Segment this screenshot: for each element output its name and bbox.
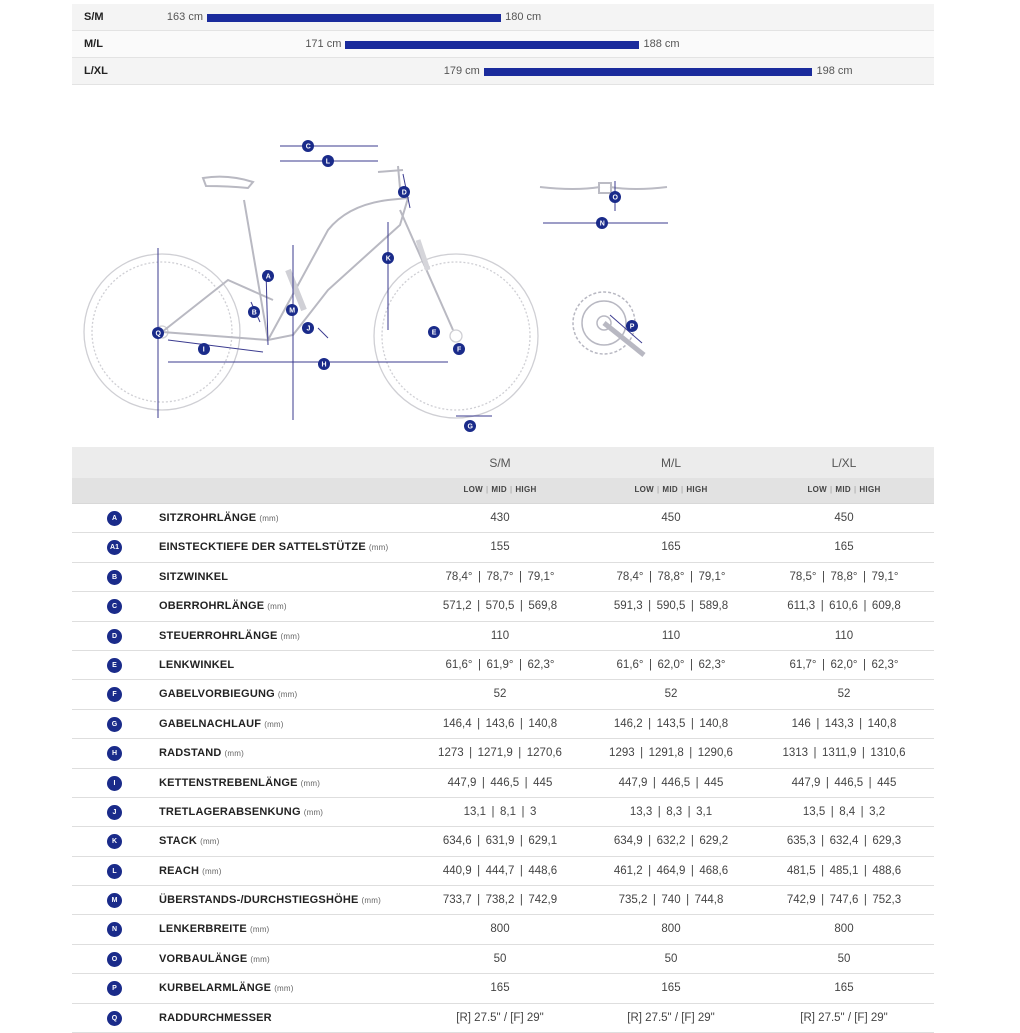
size-min-height: 163 cm — [166, 11, 203, 23]
separator: | — [486, 485, 489, 494]
value-cell: 800 — [661, 923, 681, 936]
value-cell: 52 — [837, 688, 851, 701]
value-cell: 61,7° | 62,0° | 62,3° — [789, 658, 899, 671]
front-wheel — [374, 254, 538, 418]
geometry-row-a1 — [72, 533, 934, 562]
size-label: S/M — [84, 11, 104, 23]
svg-text:F: F — [457, 346, 462, 354]
parameter-unit: (mm) — [361, 896, 382, 906]
diagram-label-m — [286, 304, 298, 316]
parameter-unit: (mm) — [200, 837, 220, 847]
row-code-badge: A — [107, 511, 122, 526]
svg-text:B: B — [251, 309, 257, 317]
row-code-badge: J — [107, 805, 122, 820]
setting-label: LOW — [634, 485, 654, 494]
parameter-label: KETTENSTREBENLÄNGE — [159, 776, 298, 789]
parameter-name — [159, 835, 220, 847]
value-cell: 165 — [661, 982, 681, 995]
diagram-label-n — [596, 217, 608, 229]
setting-label: MID — [662, 485, 678, 494]
row-code-badge: O — [107, 952, 122, 967]
value-cell: 742,9 | 747,6 | 752,3 — [786, 894, 902, 907]
parameter-unit: (mm) — [264, 719, 284, 729]
parameter-label: OBERROHRLÄNGE — [159, 600, 265, 613]
parameter-label: EINSTECKTIEFE DER SATTELSTÜTZE — [159, 541, 366, 554]
low-mid-high-label — [784, 485, 904, 494]
value-cell: 13,1 | 8,1 | 3 — [463, 805, 537, 818]
svg-text:G: G — [467, 423, 473, 431]
value-cell: 50 — [837, 952, 851, 965]
value-cell: 52 — [664, 688, 678, 701]
diagram-label-p — [626, 320, 638, 332]
parameter-label: TRETLAGERABSENKUNG — [159, 805, 301, 818]
value-cell: 78,4° | 78,7° | 79,1° — [445, 570, 555, 583]
value-cell: 165 — [834, 541, 854, 554]
setting-label: LOW — [807, 485, 827, 494]
row-code-badge: D — [107, 629, 122, 644]
geometry-row-o — [72, 945, 934, 974]
size-chart — [72, 4, 934, 85]
diagram-label-j — [302, 322, 314, 334]
size-row — [72, 58, 934, 85]
diagram-label-o — [609, 191, 621, 203]
geometry-row-k — [72, 827, 934, 856]
parameter-label: REACH — [159, 864, 200, 877]
value-cell: 591,3 | 590,5 | 589,8 — [613, 600, 729, 613]
value-cell: 1313 | 1311,9 | 1310,6 — [782, 747, 906, 760]
svg-text:O: O — [612, 194, 618, 202]
parameter-unit: (mm) — [300, 778, 321, 788]
diagram-label-q — [152, 327, 164, 339]
value-cell: 800 — [490, 923, 510, 936]
row-code-badge: E — [107, 658, 122, 673]
parameter-label: LENKWINKEL — [159, 658, 235, 671]
row-code-badge: N — [107, 922, 122, 937]
value-cell: [R] 27.5" / [F] 29" — [456, 1011, 544, 1024]
geometry-table-header — [72, 447, 934, 504]
value-cell: [R] 27.5" / [F] 29" — [800, 1011, 888, 1024]
row-code-badge: B — [107, 570, 122, 585]
value-cell: 447,9 | 446,5 | 445 — [791, 776, 897, 789]
size-header-s-m: S/M — [489, 456, 511, 470]
parameter-label: KURBELARMLÄNGE — [159, 982, 272, 995]
parameter-label: VORBAULÄNGE — [159, 952, 248, 965]
value-cell: 1273 | 1271,9 | 1270,6 — [438, 747, 562, 760]
row-code-badge: I — [107, 776, 122, 791]
value-cell: 447,9 | 446,5 | 445 — [447, 776, 553, 789]
geometry-row-i — [72, 769, 934, 798]
value-cell: 155 — [490, 541, 510, 554]
value-cell: [R] 27.5" / [F] 29" — [627, 1011, 715, 1024]
parameter-label: STACK — [159, 835, 198, 848]
svg-text:I: I — [202, 346, 205, 354]
size-label: L/XL — [84, 65, 108, 77]
diagram-label-k — [382, 252, 394, 264]
parameter-name — [159, 1012, 272, 1024]
low-mid-high-subheader — [72, 478, 934, 503]
diagram-label-h — [318, 358, 330, 370]
parameter-unit: (mm) — [202, 866, 222, 876]
value-cell: 13,3 | 8,3 | 3,1 — [629, 805, 713, 818]
value-cell: 146,4 | 143,6 | 140,8 — [442, 717, 558, 730]
value-cell: 165 — [490, 982, 510, 995]
svg-text:L: L — [325, 158, 330, 166]
size-row — [72, 31, 934, 58]
separator: | — [680, 485, 684, 494]
row-code-badge: M — [107, 893, 122, 908]
value-cell: 635,3 | 632,4 | 629,3 — [786, 835, 902, 848]
parameter-name — [159, 571, 228, 583]
svg-text:H: H — [321, 361, 327, 369]
value-cell: 78,4° | 78,8° | 79,1° — [616, 570, 726, 583]
separator: | — [657, 485, 660, 494]
size-max-height: 180 cm — [505, 11, 542, 23]
value-cell: 52 — [493, 688, 507, 701]
geometry-row-b — [72, 563, 934, 592]
parameter-label: LENKERBREITE — [159, 923, 247, 936]
geometry-row-e — [72, 651, 934, 680]
diagram-label-e — [428, 326, 440, 338]
parameter-unit: (mm) — [303, 807, 324, 817]
crank-diagram — [570, 285, 660, 365]
geometry-row-h — [72, 739, 934, 768]
low-mid-high-label — [440, 485, 560, 494]
svg-text:A: A — [265, 273, 271, 281]
geometry-row-f — [72, 680, 934, 709]
svg-text:E: E — [431, 329, 437, 337]
row-code-badge: K — [107, 834, 122, 849]
geometry-row-d — [72, 622, 934, 651]
row-code-badge: F — [107, 687, 122, 702]
parameter-label: GABELNACHLAUF — [159, 717, 262, 730]
diagram-label-b — [248, 306, 260, 318]
size-min-height: 171 cm — [305, 38, 342, 50]
row-code-badge: P — [107, 981, 122, 996]
value-cell: 450 — [834, 512, 854, 524]
value-cell: 481,5 | 485,1 | 488,6 — [786, 864, 902, 877]
geometry-table — [72, 447, 934, 1033]
size-bar-fill — [207, 14, 501, 22]
value-cell: 61,6° | 61,9° | 62,3° — [445, 658, 555, 671]
parameter-unit: (mm) — [259, 514, 279, 523]
parameter-unit: (mm) — [368, 543, 389, 553]
parameter-label: SITZWINKEL — [159, 570, 229, 583]
size-min-height: 179 cm — [443, 65, 480, 77]
parameter-label: STEUERROHRLÄNGE — [159, 629, 278, 642]
size-bar-fill — [345, 41, 639, 49]
value-cell: 1293 | 1291,8 | 1290,6 — [609, 747, 733, 760]
value-cell: 733,7 | 738,2 | 742,9 — [442, 894, 558, 907]
size-header-m-l: M/L — [660, 456, 681, 470]
geometry-row-p — [72, 974, 934, 1003]
value-cell: 461,2 | 464,9 | 468,6 — [613, 864, 729, 877]
svg-text:P: P — [629, 323, 635, 331]
value-cell: 50 — [664, 952, 678, 965]
parameter-name — [159, 659, 234, 671]
parameter-name — [159, 982, 294, 994]
value-cell: 110 — [661, 629, 681, 642]
setting-label: HIGH — [515, 485, 537, 494]
value-cell: 447,9 | 446,5 | 445 — [618, 776, 724, 789]
separator: | — [853, 485, 857, 494]
size-bar-fill — [484, 68, 813, 76]
setting-label: MID — [491, 485, 507, 494]
value-cell: 50 — [493, 952, 507, 965]
parameter-name — [159, 894, 381, 906]
size-range-bar — [166, 4, 542, 30]
geometry-row-n — [72, 915, 934, 944]
geometry-row-c — [72, 592, 934, 621]
size-header-l-xl: L/XL — [831, 456, 857, 470]
value-cell: 165 — [661, 541, 681, 554]
geometry-row-j — [72, 798, 934, 827]
parameter-label: RADDURCHMESSER — [159, 1011, 272, 1024]
diagram-label-d — [398, 186, 410, 198]
parameter-label: RADSTAND — [159, 747, 222, 760]
handlebar-diagram — [535, 175, 675, 235]
value-cell: 634,6 | 631,9 | 629,1 — [442, 835, 558, 848]
size-range-bar — [443, 58, 853, 84]
svg-text:C: C — [305, 143, 311, 151]
svg-text:N: N — [599, 220, 605, 228]
size-label: M/L — [84, 38, 103, 50]
separator: | — [830, 485, 833, 494]
parameter-unit: (mm) — [224, 749, 244, 759]
size-range-bar — [305, 31, 680, 57]
value-cell: 571,2 | 570,5 | 569,8 — [442, 600, 558, 613]
size-max-height: 198 cm — [816, 65, 853, 77]
value-cell: 450 — [661, 512, 681, 524]
svg-text:Q: Q — [155, 330, 161, 338]
parameter-unit: (mm) — [274, 984, 294, 994]
value-cell: 735,2 | 740 | 744,8 — [618, 894, 724, 907]
geometry-row-a — [72, 504, 934, 533]
value-cell: 634,9 | 632,2 | 629,2 — [613, 835, 729, 848]
value-cell: 110 — [490, 629, 510, 642]
parameter-name — [159, 718, 284, 730]
svg-text:D: D — [401, 189, 407, 197]
value-cell: 800 — [834, 923, 854, 936]
parameter-name — [159, 541, 388, 553]
row-code-badge: A1 — [107, 540, 122, 555]
svg-text:K: K — [385, 255, 391, 263]
geometry-row-m — [72, 886, 934, 915]
row-code-badge: G — [107, 717, 122, 732]
svg-text:M: M — [289, 307, 296, 315]
value-cell: 110 — [834, 629, 854, 642]
separator: | — [509, 485, 513, 494]
value-cell: 611,3 | 610,6 | 609,8 — [787, 600, 901, 613]
row-code-badge: C — [107, 599, 122, 614]
value-cell: 61,6° | 62,0° | 62,3° — [616, 658, 726, 671]
frame — [265, 198, 408, 340]
parameter-unit: (mm) — [267, 602, 287, 612]
bike-geometry-diagram — [78, 130, 548, 440]
parameter-name — [159, 923, 269, 935]
parameter-name — [159, 953, 270, 965]
row-code-badge: H — [107, 746, 122, 761]
value-cell: 13,5 | 8,4 | 3,2 — [802, 805, 886, 818]
row-code-badge: L — [107, 864, 122, 879]
parameter-unit: (mm) — [250, 954, 270, 964]
geometry-row-l — [72, 857, 934, 886]
geometry-row-g — [72, 710, 934, 739]
setting-label: MID — [835, 485, 851, 494]
parameter-name — [159, 777, 320, 789]
value-cell: 440,9 | 444,7 | 448,6 — [442, 864, 558, 877]
parameter-name — [159, 747, 244, 759]
setting-label: HIGH — [859, 485, 881, 494]
parameter-unit: (mm) — [249, 925, 270, 935]
parameter-name — [159, 512, 279, 524]
diagram-label-i — [198, 343, 210, 355]
diagram-label-c — [302, 140, 314, 152]
size-row — [72, 4, 934, 31]
value-cell: 146,2 | 143,5 | 140,8 — [613, 717, 729, 730]
low-mid-high-label — [611, 485, 731, 494]
parameter-name — [159, 630, 300, 642]
parameter-name — [159, 865, 222, 877]
setting-label: LOW — [463, 485, 483, 494]
row-code-badge: Q — [107, 1011, 122, 1026]
size-max-height: 188 cm — [643, 38, 680, 50]
parameter-name — [159, 688, 297, 700]
value-cell: 165 — [834, 982, 854, 995]
parameter-unit: (mm) — [280, 631, 300, 641]
parameter-label: SITZROHRLÄNGE — [159, 512, 257, 524]
svg-text:J: J — [306, 325, 311, 333]
diagram-label-f — [453, 343, 465, 355]
value-cell: 78,5° | 78,8° | 79,1° — [789, 570, 899, 583]
diagram-label-a — [262, 270, 274, 282]
value-cell: 430 — [490, 512, 510, 524]
parameter-name — [159, 600, 287, 612]
parameter-label: GABELVORBIEGUNG — [159, 688, 275, 701]
diagram-label-l — [322, 155, 334, 167]
geometry-row-q — [72, 1004, 934, 1033]
diagram-label-g — [464, 420, 476, 432]
setting-label: HIGH — [686, 485, 708, 494]
parameter-unit: (mm) — [277, 690, 298, 700]
value-cell: 146 | 143,3 | 140,8 — [791, 717, 897, 730]
parameter-label: ÜBERSTANDS-/DURCHSTIEGSHÖHE — [159, 894, 359, 907]
parameter-name — [159, 806, 323, 818]
